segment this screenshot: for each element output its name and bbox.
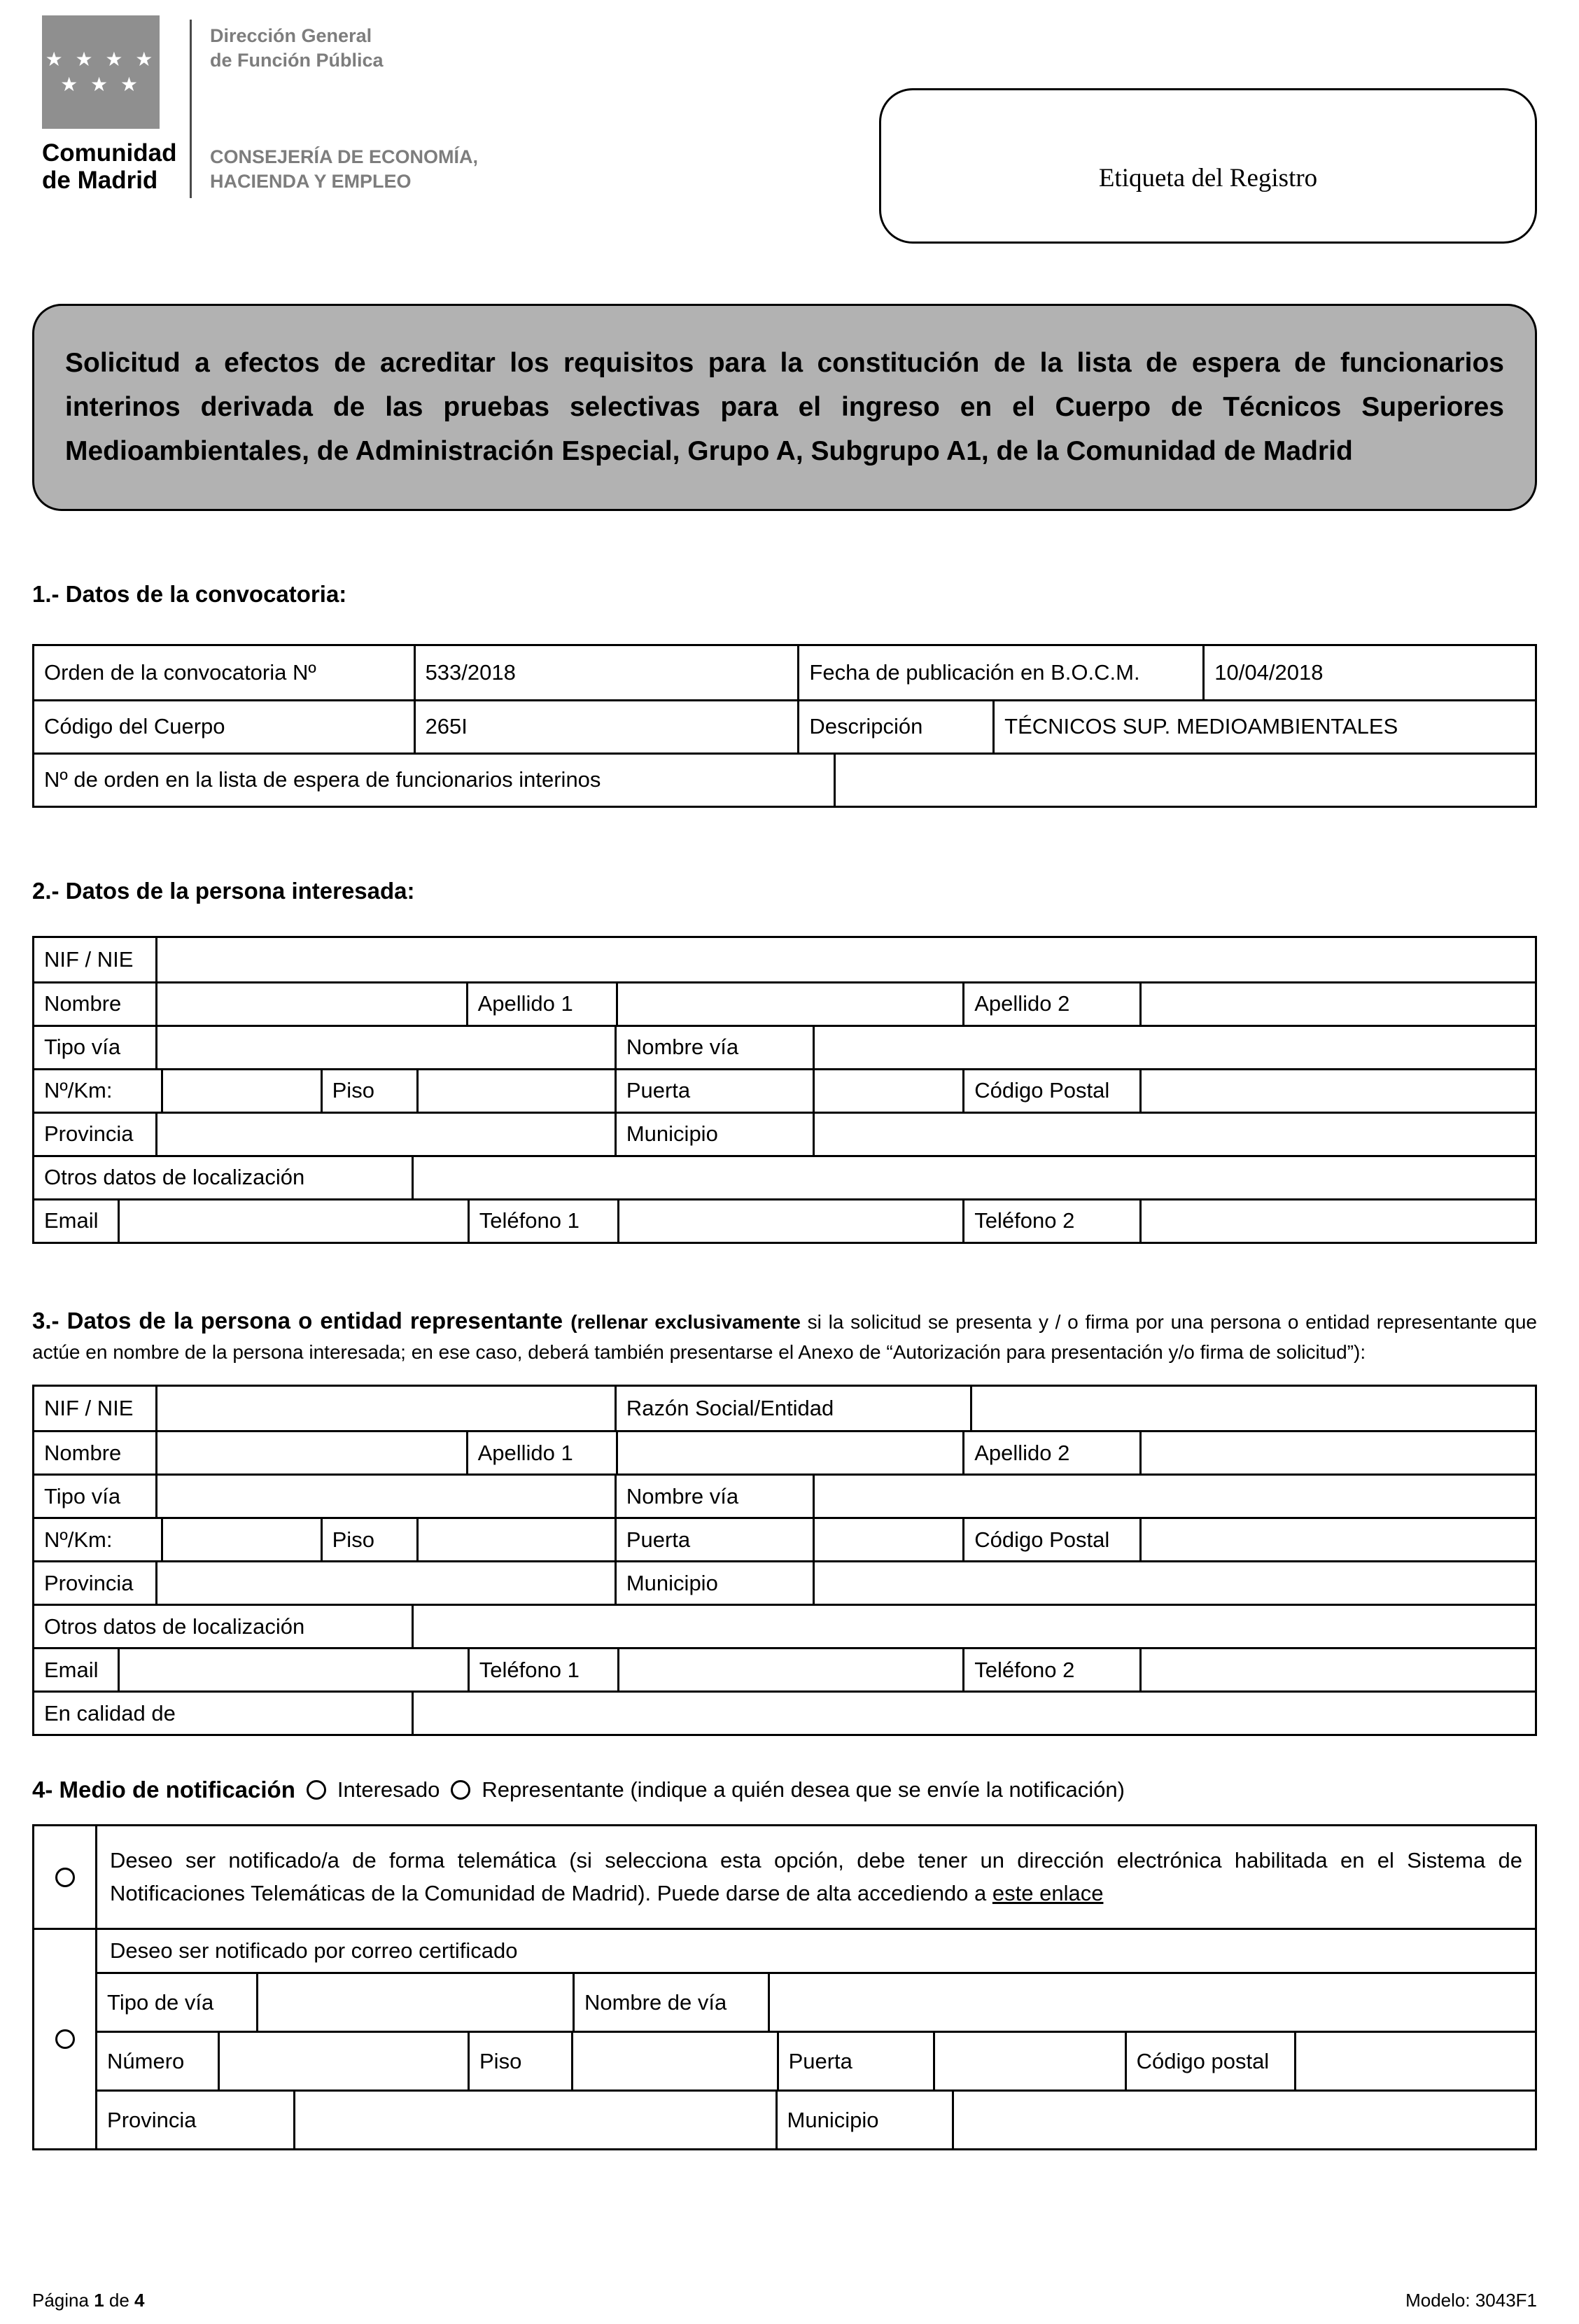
representante-apellido1-input[interactable] [618,1432,964,1474]
org-name [42,140,185,194]
header-department-block [210,15,478,194]
telematica-radio-cell [34,1826,97,1928]
convocatoria-table [32,644,1537,808]
of-word: de [104,2290,135,2311]
representante-provincia-input[interactable] [157,1562,617,1604]
interesado-email-input[interactable] [120,1200,470,1242]
org-name-line1: Comunidad [42,139,177,167]
representante-puerta-input[interactable] [815,1519,964,1560]
form-title: Solicitud a efectos de acreditar los requisitos para la constitución de la lista de espera de funcionarios interinos derivada de las pruebas selectivas para el ingreso en el Cuerpo de Técnicos Superiores Medioambientales, de Administración Especial, Grupo A, Subgrupo A1, de la Comunidad de Madrid [65,348,1504,467]
notif-provincia-label: Provincia [97,2092,295,2148]
notif-nombre-via-input[interactable] [770,1974,1535,2031]
notif-numero-label: Número [97,2033,220,2090]
section3-note-bold: (rellenar exclusivamente [570,1310,801,1333]
notif-puerta-label: Puerta [779,2033,936,2090]
table-row [34,1198,1535,1242]
notificacion-table [32,1824,1537,2150]
interesado-piso-input[interactable] [419,1070,617,1112]
representante-nombre-input[interactable] [157,1432,468,1474]
table-row [34,1387,1535,1430]
page-num: 1 [94,2290,104,2311]
orden-convocatoria-input[interactable]: 533/2018 [416,646,800,699]
radio-telematica[interactable] [55,1868,75,1887]
representante-razon-social-label: Razón Social/Entidad [617,1387,972,1430]
interesado-tipo-via-input[interactable] [157,1027,617,1068]
header-divider [190,20,192,198]
notif-tipo-via-input[interactable] [258,1974,575,2031]
representante-apellido2-input[interactable] [1142,1432,1535,1474]
representante-municipio-input[interactable] [815,1562,1535,1604]
flag-stars-row2: ★ ★ ★ [60,74,141,95]
representante-table [32,1385,1537,1736]
representante-apellido1-label: Apellido 1 [468,1432,618,1474]
table-row [34,938,1535,981]
interesado-telefono1-input[interactable] [619,1200,964,1242]
orden-convocatoria-label: Orden de la convocatoria Nº [34,646,416,699]
interesado-puerta-input[interactable] [815,1070,964,1112]
num-orden-lista-input[interactable] [836,755,1535,806]
interesado-apellido2-input[interactable] [1142,983,1535,1025]
flag-stars-row1: ★ ★ ★ ★ [45,48,157,70]
org-name-line2: de Madrid [42,166,158,194]
radio-notif-interesado[interactable] [307,1780,326,1800]
table-row [34,1155,1535,1198]
telematica-link[interactable]: este enlace [992,1880,1104,1905]
representante-num-km-input[interactable] [163,1519,322,1560]
section2-heading: 2.- Datos de la persona interesada: [32,877,415,904]
page-number [32,2290,145,2311]
consejeria-line2: HACIENDA Y EMPLEO [210,170,412,192]
form-title-box [32,304,1537,511]
table-row [34,1112,1535,1155]
page-header [0,0,1579,260]
telematica-row [34,1826,1535,1928]
table-row [34,752,1535,806]
table-row [34,1517,1535,1560]
section1-heading: 1.- Datos de la convocatoria: [32,580,347,607]
interesado-nombre-input[interactable] [157,983,468,1025]
section4-heading: 4- Medio de notificación [32,1777,295,1803]
fecha-publicacion-label: Fecha de publicación en B.O.C.M. [799,646,1205,699]
interesado-apellido1-label: Apellido 1 [468,983,618,1025]
representante-provincia-label: Provincia [34,1562,157,1604]
notif-representante-label: Representante (indique a quién desea que se envíe la notificación) [482,1777,1125,1802]
interesado-num-km-input[interactable] [163,1070,322,1112]
interesado-telefono2-label: Teléfono 2 [964,1200,1142,1242]
representante-nif-input[interactable] [157,1387,617,1430]
interesado-provincia-label: Provincia [34,1114,157,1155]
interesado-codigo-postal-input[interactable] [1142,1070,1535,1112]
interesado-provincia-input[interactable] [157,1114,617,1155]
interesado-nif-label: NIF / NIE [34,938,157,981]
interesado-piso-label: Piso [323,1070,419,1112]
interesado-codigo-postal-label: Código Postal [964,1070,1142,1112]
representante-puerta-label: Puerta [617,1519,815,1560]
radio-correo[interactable] [55,2029,75,2049]
logo-block [42,15,185,194]
telematica-text [97,1835,1535,1919]
interesado-email-label: Email [34,1200,120,1242]
direccion-general [210,24,478,73]
table-row [34,1560,1535,1604]
interesado-table [32,936,1537,1244]
interesado-municipio-label: Municipio [617,1114,815,1155]
representante-apellido2-label: Apellido 2 [964,1432,1142,1474]
page-total: 4 [134,2290,145,2311]
representante-tipo-via-label: Tipo vía [34,1476,157,1517]
notif-puerta-input[interactable] [935,2033,1126,2090]
registry-stamp-label: Etiqueta del Registro [1098,163,1318,192]
interesado-municipio-input[interactable] [815,1114,1535,1155]
notif-codigo-postal-input[interactable] [1296,2033,1535,2090]
notif-tipo-via-label: Tipo de vía [97,1974,258,2031]
interesado-nif-input[interactable] [157,938,1535,981]
representante-en-calidad-label: En calidad de [34,1693,414,1734]
section3-heading [32,1303,1537,1368]
page-word: Página [32,2290,94,2311]
comunidad-madrid-flag-icon [42,15,160,129]
representante-nombre-label: Nombre [34,1432,157,1474]
table-row [34,1647,1535,1690]
table-row [34,1025,1535,1068]
num-orden-lista-label: Nº de orden en la lista de espera de funcionarios interinos [34,755,836,806]
table-row [34,646,1535,699]
interesado-telefono2-input[interactable] [1142,1200,1535,1242]
correo-row [34,1928,1535,2148]
interesado-apellido1-input[interactable] [618,983,964,1025]
notif-provincia-input[interactable] [295,2092,777,2148]
representante-telefono2-input[interactable] [1142,1649,1535,1690]
notif-numero-input[interactable] [220,2033,470,2090]
table-row [97,1972,1535,2031]
table-row [34,1604,1535,1647]
notif-piso-input[interactable] [573,2033,779,2090]
representante-email-label: Email [34,1649,120,1690]
correo-label: Deseo ser notificado por correo certificado [110,1938,518,1963]
interesado-tipo-via-label: Tipo vía [34,1027,157,1068]
radio-notif-representante[interactable] [451,1780,470,1800]
notif-interesado-label: Interesado [337,1777,440,1802]
telematica-text-body: Deseo ser notificado/a de forma telemática (si selecciona esta opción, debe tener un dirección electrónica habilitada en el Sistema de Notificaciones Telemáticas de la Comunidad de Madrid). Puede darse de alta accediendo a [110,1848,1522,1905]
representante-piso-label: Piso [323,1519,419,1560]
section4-heading-row [32,1777,1537,1803]
representante-nombre-via-label: Nombre vía [617,1476,815,1517]
page-footer [32,2290,1537,2311]
consejeria [210,145,478,194]
interesado-otros-datos-input[interactable] [414,1157,1535,1198]
codigo-cuerpo-input[interactable]: 265I [416,701,800,752]
representante-nif-label: NIF / NIE [34,1387,157,1430]
representante-telefono1-label: Teléfono 1 [470,1649,619,1690]
codigo-cuerpo-label: Código del Cuerpo [34,701,416,752]
table-row [34,1068,1535,1112]
representante-piso-input[interactable] [419,1519,617,1560]
registry-stamp-box [879,88,1537,244]
representante-codigo-postal-label: Código Postal [964,1519,1142,1560]
direccion-line2: de Función Pública [210,50,384,71]
descripcion-input[interactable]: TÉCNICOS SUP. MEDIOAMBIENTALES [1004,714,1398,739]
representante-tipo-via-input[interactable] [157,1476,617,1517]
table-row [97,2031,1535,2090]
representante-otros-datos-input[interactable] [414,1606,1535,1647]
table-row [34,981,1535,1025]
section3-note-rest: si la solicitud se presenta y / o firma por una persona o entidad representante que actúe en nombre de la persona interesada; en ese caso, deberá también presentarse el Anexo de “Autorización para presentación y/o firma de solicitud”): [32,1310,1537,1364]
model-number: Modelo: 3043F1 [1405,2290,1537,2311]
interesado-telefono1-label: Teléfono 1 [470,1200,619,1242]
representante-otros-datos-label: Otros datos de localización [34,1606,414,1647]
representante-en-calidad-input[interactable] [414,1693,1535,1734]
notif-codigo-postal-label: Código postal [1127,2033,1296,2090]
descripcion-label: Descripción [799,701,995,752]
representante-codigo-postal-input[interactable] [1142,1519,1535,1560]
interesado-nombre-via-input[interactable] [815,1027,1535,1068]
representante-municipio-label: Municipio [617,1562,815,1604]
representante-razon-social-input[interactable] [972,1387,1535,1430]
table-row [34,1430,1535,1474]
representante-telefono1-input[interactable] [619,1649,964,1690]
notif-nombre-via-label: Nombre de vía [575,1974,770,2031]
section3-heading-main: 3.- Datos de la persona o entidad representante [32,1307,571,1334]
representante-nombre-via-input[interactable] [815,1476,1535,1517]
table-row [34,1474,1535,1517]
consejeria-line1: CONSEJERÍA DE ECONOMÍA, [210,146,479,167]
notif-municipio-label: Municipio [778,2092,955,2148]
fecha-publicacion-input[interactable]: 10/04/2018 [1214,659,1324,685]
correo-radio-cell [34,1930,97,2148]
direccion-line1: Dirección General [210,25,372,46]
table-row [34,699,1535,752]
notif-municipio-input[interactable] [954,2092,1535,2148]
representante-num-km-label: Nº/Km: [34,1519,163,1560]
interesado-puerta-label: Puerta [617,1070,815,1112]
notif-piso-label: Piso [470,2033,573,2090]
interesado-otros-datos-label: Otros datos de localización [34,1157,414,1198]
representante-telefono2-label: Teléfono 2 [964,1649,1142,1690]
table-row [34,1690,1535,1734]
interesado-nombre-via-label: Nombre vía [617,1027,815,1068]
interesado-apellido2-label: Apellido 2 [964,983,1142,1025]
interesado-nombre-label: Nombre [34,983,157,1025]
representante-email-input[interactable] [120,1649,470,1690]
interesado-num-km-label: Nº/Km: [34,1070,163,1112]
table-row [97,2090,1535,2148]
